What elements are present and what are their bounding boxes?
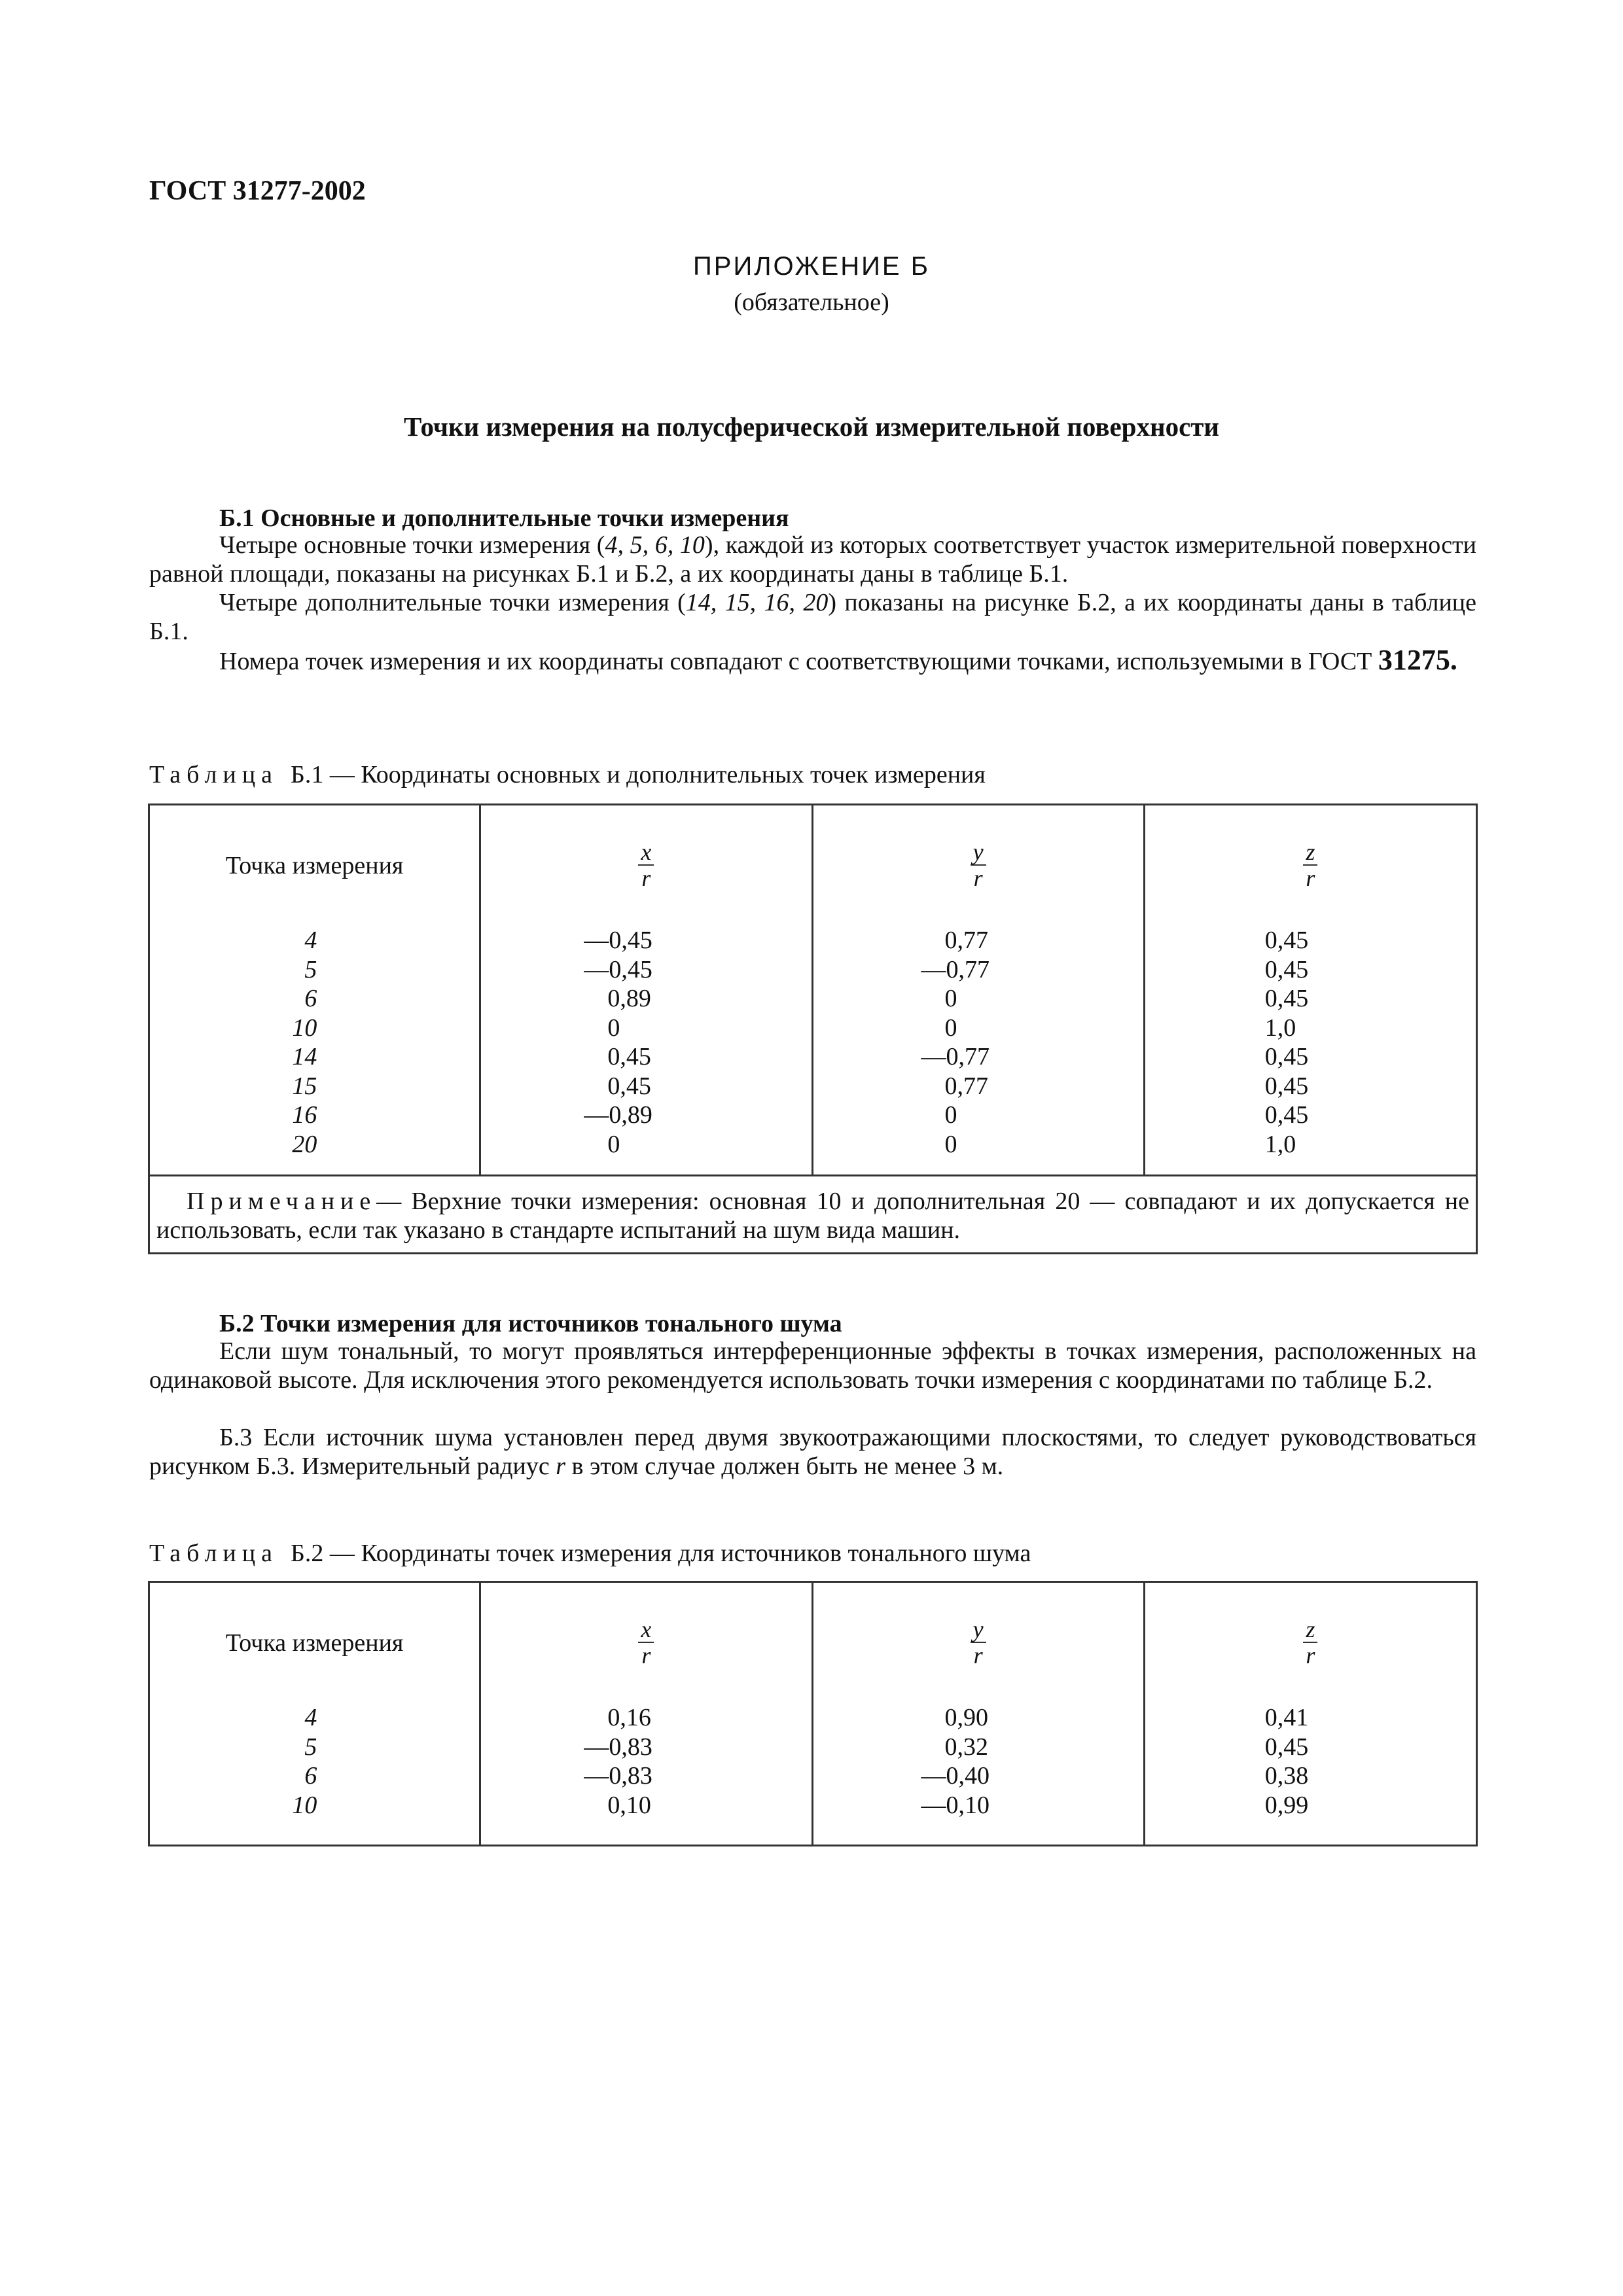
table-cell: 0,45 (1264, 1072, 1309, 1100)
table-cell: 0,90 (944, 1704, 989, 1731)
fraction-num: x (638, 1617, 654, 1643)
table-cell: 0,89 (607, 985, 651, 1012)
table-cell: 5 (304, 1733, 317, 1761)
b3-text-a: Б.3 Если источник шума установлен перед двумя звукоотражающими плоскостями, то следует руководствоваться рисунком Б.3. Измерительный радиус (149, 1424, 1476, 1480)
b3-text-b: в этом случае должен быть не менее 3 м. (565, 1453, 1004, 1480)
table-b2-x-cell (480, 1703, 812, 1846)
table-cell: —0,83 (584, 1762, 652, 1790)
p3-text: Номера точек измерения и их координаты совпадают с соответствующими точками, используемыми в ГОСТ (219, 648, 1378, 675)
table-cell: 0,32 (944, 1733, 989, 1761)
annex-heading: Точки измерения на полусферической измерительной поверхности (403, 412, 1220, 442)
fraction-z-over-r (1303, 1617, 1317, 1668)
table-cell: 0,45 (607, 1043, 651, 1070)
note-label: Примечание (187, 1188, 377, 1215)
fraction-y-over-r (971, 1617, 986, 1668)
fraction-den: r (641, 1642, 651, 1669)
table-cell: 0,45 (1264, 955, 1309, 983)
table-b1-z-cell (1144, 926, 1476, 1176)
table-b1-col-x (480, 805, 812, 927)
table-b1-col-y (812, 805, 1144, 927)
table-cell: 0,77 (944, 927, 989, 954)
table-b1-title: Б.1 — Координаты основных и дополнительных точек измерения (291, 761, 986, 788)
table-b2-header-row (149, 1582, 1477, 1704)
table-cell: 0 (944, 1130, 957, 1158)
table-b1-y-cell (812, 926, 1144, 1176)
table-cell: 0,10 (607, 1791, 651, 1819)
table-b2-col-y (812, 1582, 1144, 1704)
table-b2-col-point: Точка измерения (149, 1582, 480, 1704)
table-cell: 5 (304, 955, 317, 983)
table-b1-body-row (149, 926, 1477, 1176)
fraction-num: y (971, 839, 986, 866)
fraction-y-over-r (971, 839, 986, 891)
table-cell: —0,83 (584, 1733, 652, 1761)
section-b1-paragraph-1 (149, 531, 1476, 588)
table-cell: 0,45 (1264, 927, 1309, 954)
table-b2-label: Таблица (149, 1540, 279, 1567)
table-cell: 0,45 (607, 1072, 651, 1100)
table-cell: —0,77 (921, 955, 990, 983)
fraction-num: z (1303, 839, 1317, 866)
p2-text-a: Четыре дополнительные точки измерения ( (219, 589, 686, 616)
table-b1-x-cell (480, 926, 812, 1176)
table-cell: 10 (292, 1791, 317, 1819)
table-cell: 4 (304, 1704, 317, 1731)
table-cell: 15 (292, 1072, 317, 1100)
fraction-z-over-r (1303, 839, 1317, 891)
section-b2-paragraph-1 (149, 1337, 1476, 1394)
table-b2-z-cell (1144, 1703, 1476, 1846)
table-b2-col-x (480, 1582, 812, 1704)
table-cell: 0 (607, 1130, 620, 1158)
section-b1-paragraph-2 (149, 588, 1476, 646)
p3-standard-ref: 31275. (1378, 644, 1457, 676)
p2-points: 14, 15, 16, 20 (685, 589, 829, 616)
table-b1-label: Таблица (149, 761, 279, 788)
b2-p1-text: Если шум тональный, то могут проявляться интерференционные эффекты в точках измерения, расположенных на одинаковой высоте. Для исключения этого рекомендуется использовать точки измерения с координатами по таблице Б.2. (149, 1337, 1476, 1394)
fraction-num: x (638, 839, 654, 866)
table-b1-note-row (149, 1176, 1477, 1254)
table-cell: —0,45 (584, 927, 652, 954)
section-b3-paragraph (149, 1423, 1476, 1481)
table-cell: —0,40 (921, 1762, 990, 1790)
table-b1 (148, 804, 1478, 1254)
table-cell: —0,10 (921, 1791, 990, 1819)
table-cell: 0 (607, 1014, 620, 1042)
table-cell: 0,45 (1264, 985, 1309, 1012)
p1-text-b: ), каждой из которых соответствует участок измерительной поверхности равной площади, показаны на рисунках Б.1 и Б.2, а их координаты даны в таблице Б.1. (149, 531, 1476, 588)
fraction-den: r (1306, 1642, 1315, 1669)
table-b1-col-point: Точка измерения (149, 805, 480, 927)
fraction-x-over-r (638, 839, 654, 891)
table-cell: 10 (292, 1014, 317, 1042)
fraction-den: r (973, 864, 983, 891)
p2-text-b: ) показаны на рисунке Б.2, а их координаты даны в таблице Б.1. (149, 589, 1476, 645)
table-b1-caption (149, 760, 986, 789)
table-cell: 6 (304, 985, 317, 1012)
annex-title: ПРИЛОЖЕНИЕ Б (693, 252, 930, 281)
table-cell: 6 (304, 1762, 317, 1790)
table-b1-col-z (1144, 805, 1476, 927)
table-cell: 0,16 (607, 1704, 651, 1731)
table-b2 (148, 1581, 1478, 1846)
table-cell: 1,0 (1264, 1014, 1296, 1042)
table-b1-header-row (149, 805, 1477, 927)
table-cell: 20 (292, 1130, 317, 1158)
note-text: — Верхние точки измерения: основная 10 и дополнительная 20 — совпадают и их допускается не использовать, если так указано в стандарте испытаний на шум вида машин. (156, 1188, 1469, 1244)
table-cell: —0,89 (584, 1101, 652, 1129)
table-cell: 0 (944, 1014, 957, 1042)
p1-points: 4, 5, 6, 10 (605, 531, 705, 559)
table-cell: 16 (292, 1101, 317, 1129)
section-b1-paragraph-3 (149, 646, 1476, 676)
table-cell: 0,38 (1264, 1762, 1309, 1790)
fraction-den: r (641, 864, 651, 891)
table-b2-caption (149, 1539, 1031, 1568)
table-b2-points-cell (149, 1703, 480, 1846)
fraction-den: r (1306, 864, 1315, 891)
table-cell: 0,99 (1264, 1791, 1309, 1819)
table-cell: —0,45 (584, 955, 652, 983)
table-cell: 0,45 (1264, 1043, 1309, 1070)
section-b1-heading: Б.1 Основные и дополнительные точки измерения (219, 504, 789, 532)
table-b2-col-z (1144, 1582, 1476, 1704)
table-cell: 4 (304, 927, 317, 954)
fraction-num: y (971, 1617, 986, 1643)
table-b2-body-row (149, 1703, 1477, 1846)
fraction-num: z (1303, 1617, 1317, 1643)
table-cell: 1,0 (1264, 1130, 1296, 1158)
section-b2-heading: Б.2 Точки измерения для источников тонального шума (219, 1310, 842, 1337)
table-b1-points-cell (149, 926, 480, 1176)
document-code: ГОСТ 31277-2002 (149, 176, 366, 206)
annex-status: (обязательное) (734, 289, 889, 316)
table-cell: 0 (944, 1101, 957, 1129)
b3-radius-var: r (556, 1453, 566, 1480)
table-cell: 0,41 (1264, 1704, 1309, 1731)
table-cell: 0 (944, 985, 957, 1012)
table-b1-note (149, 1176, 1477, 1254)
table-cell: 0,45 (1264, 1101, 1309, 1129)
table-cell: 0,77 (944, 1072, 989, 1100)
fraction-x-over-r (638, 1617, 654, 1668)
table-cell: 0,45 (1264, 1733, 1309, 1761)
table-b2-y-cell (812, 1703, 1144, 1846)
table-b2-title: Б.2 — Координаты точек измерения для источников тонального шума (291, 1540, 1031, 1567)
p1-text-a: Четыре основные точки измерения ( (219, 531, 605, 559)
table-cell: 14 (292, 1043, 317, 1070)
fraction-den: r (973, 1642, 983, 1669)
table-cell: —0,77 (921, 1043, 990, 1070)
